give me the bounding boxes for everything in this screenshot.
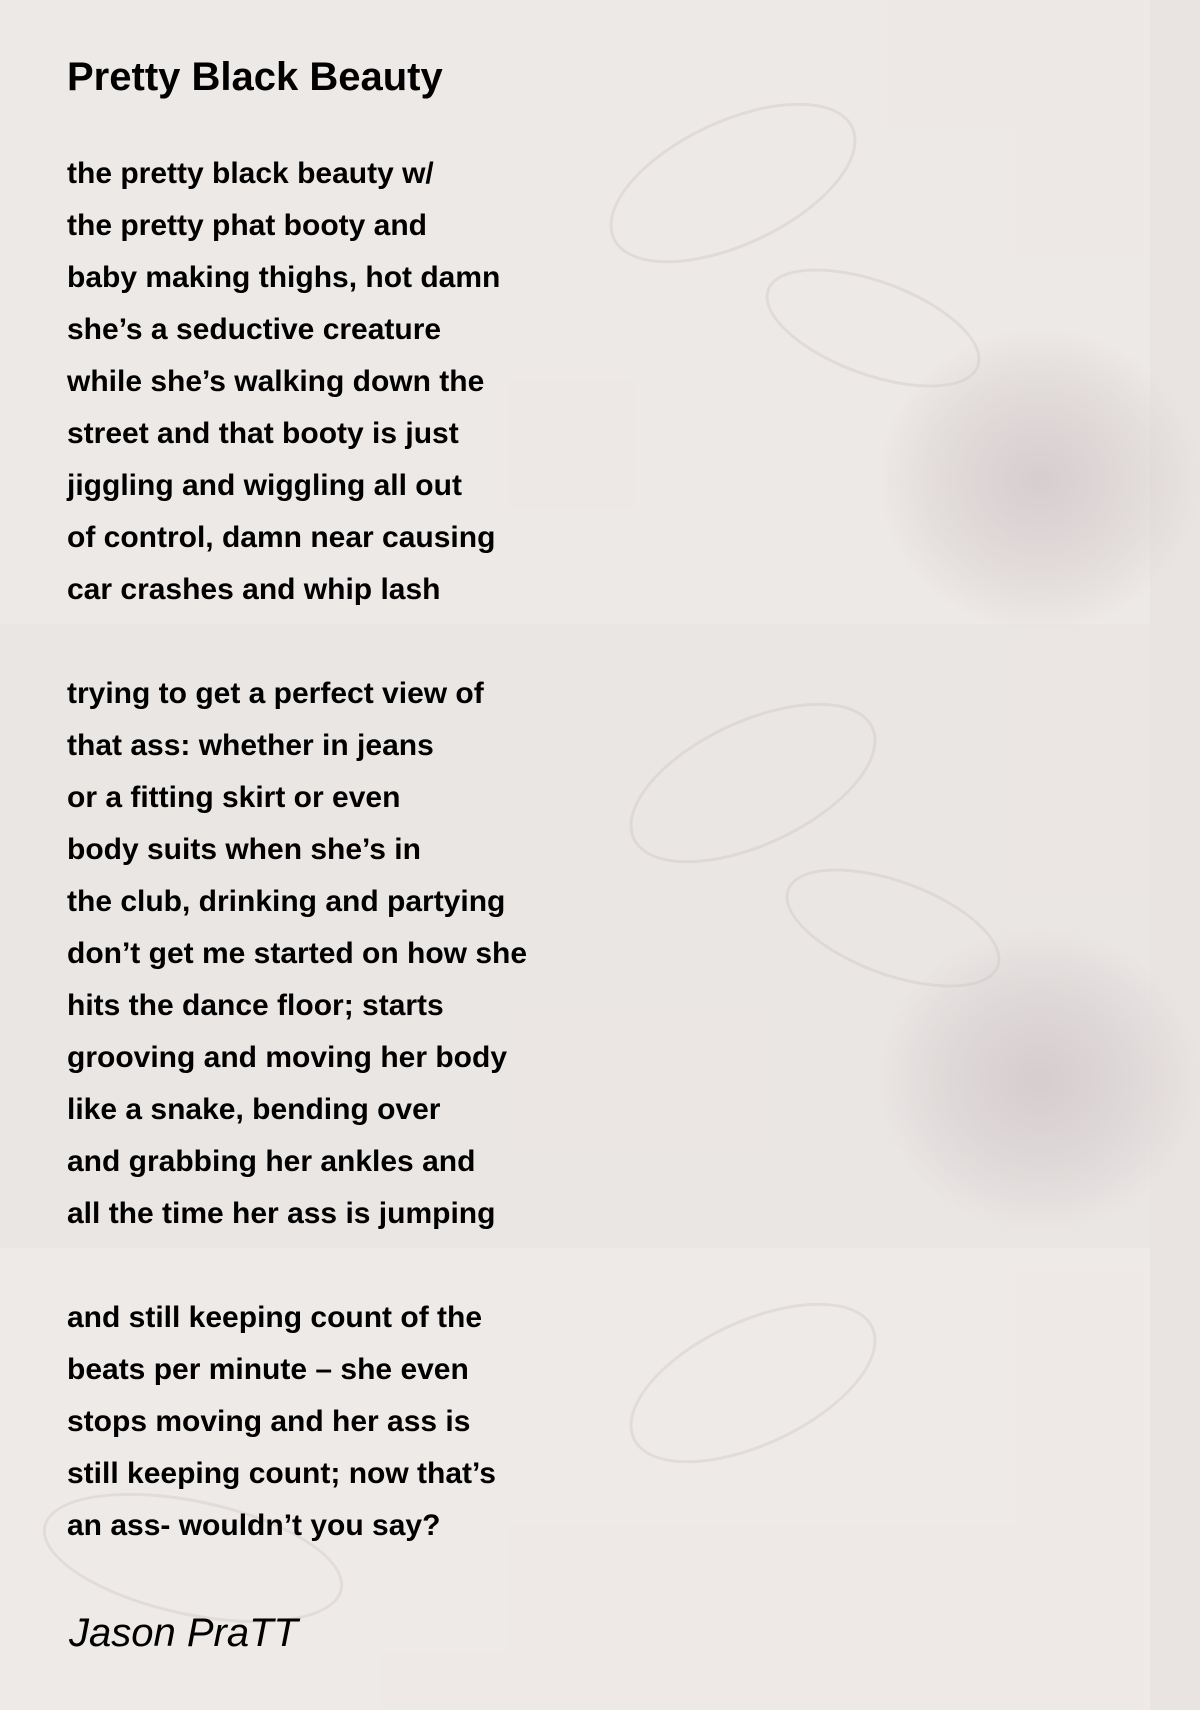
poem-title: Pretty Black Beauty [67, 55, 443, 99]
poem-line: hits the dance floor; starts [67, 989, 444, 1022]
poem-line: street and that booty is just [67, 417, 459, 450]
poem-line: jiggling and wiggling all out [67, 469, 462, 502]
poem-line: the club, drinking and partying [67, 885, 506, 918]
poem-line: an ass- wouldn’t you say? [67, 1509, 441, 1542]
poem-line: car crashes and whip lash [67, 573, 441, 606]
poem-line: she’s a seductive creature [67, 313, 442, 346]
poem-line: beats per minute – she even [67, 1353, 469, 1386]
poem-line: while she’s walking down the [67, 365, 485, 398]
poem-line: the pretty black beauty w/ [67, 157, 434, 190]
stanza-1 [67, 148, 767, 616]
poem-line: that ass: whether in jeans [67, 729, 434, 762]
stanza-3 [67, 1292, 767, 1552]
poem-line: and grabbing her ankles and [67, 1145, 476, 1178]
poem-line: like a snake, bending over [67, 1093, 441, 1126]
stanza-2 [67, 668, 767, 1240]
poem-line: baby making thighs, hot damn [67, 261, 501, 294]
poem-body [67, 148, 767, 1604]
poem-line: grooving and moving her body [67, 1041, 508, 1074]
poem-line: the pretty phat booty and [67, 209, 427, 242]
poem-line: and still keeping count of the [67, 1301, 483, 1334]
poem-line: trying to get a perfect view of [67, 677, 484, 710]
poem-line: body suits when she’s in [67, 833, 421, 866]
poem-line: stops moving and her ass is [67, 1405, 471, 1438]
poem-line: still keeping count; now that’s [67, 1457, 496, 1490]
poem-line: don’t get me started on how she [67, 937, 528, 970]
poem-author: Jason PraTT [69, 1611, 298, 1655]
poem-line: or a fitting skirt or even [67, 781, 401, 814]
poem-line: of control, damn near causing [67, 521, 496, 554]
poem-line: all the time her ass is jumping [67, 1197, 496, 1230]
